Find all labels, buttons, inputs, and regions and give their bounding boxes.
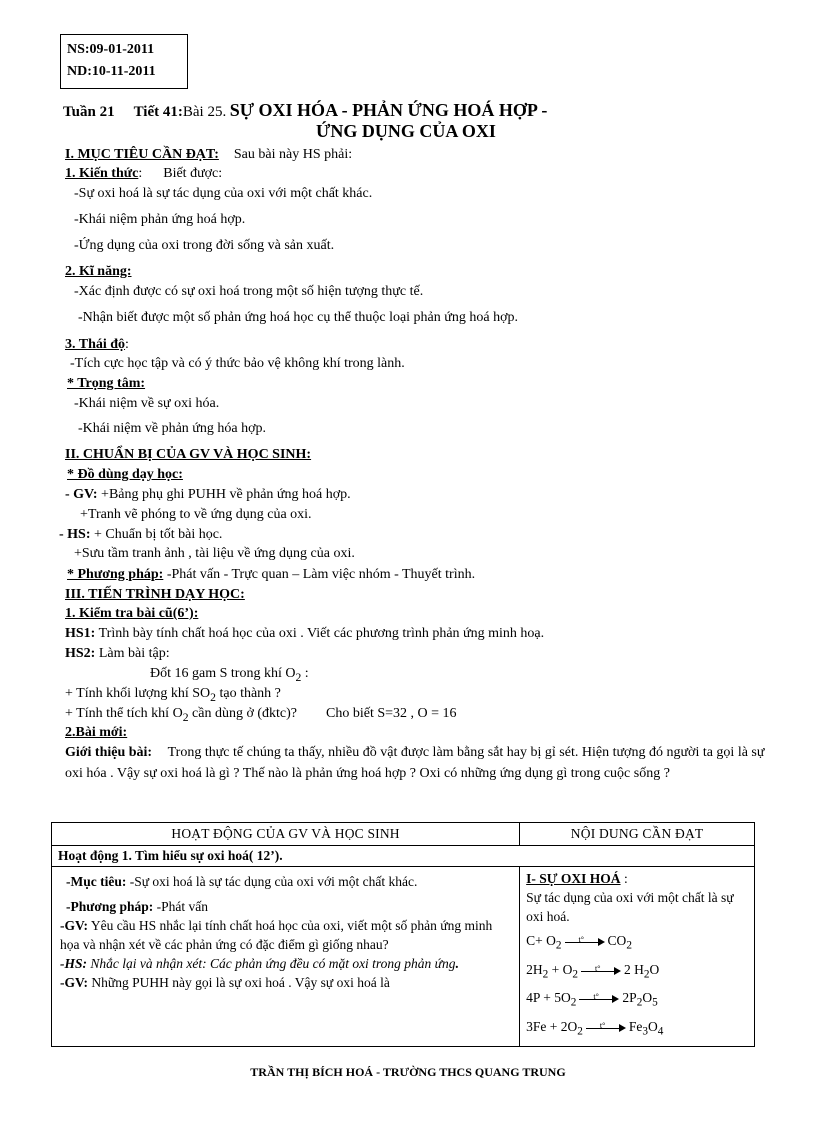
lesson-header [63, 101, 547, 122]
reaction-arrow-icon [581, 963, 621, 976]
question-1-b: tạo thành ? [215, 686, 281, 701]
col-content-header: NỘI DUNG CẦN ĐẠT [520, 823, 755, 846]
reaction-arrow-icon [586, 1020, 626, 1033]
eq3-right-sub-1: 2 [636, 997, 643, 1010]
focus-item-2: -Khái niệm về phản ứng hóa hợp. [78, 421, 267, 436]
hs-answer-text: Nhắc lại và nhận xét: Các phản ứng đều có mặt oxi trong phản ứng [87, 956, 456, 971]
exercise-end: : [301, 666, 309, 681]
method-row [60, 897, 513, 916]
intro-paragraph [65, 742, 767, 784]
hs-prep-item-1: + Chuẩn bị tốt bài học. [94, 527, 223, 542]
eq2-right-sub: 2 [643, 968, 650, 981]
question-1 [65, 685, 281, 707]
eq3-right-sub-2: 5 [652, 997, 658, 1010]
gv-explain-text: Những PUHH này gọi là sự oxi hoá . Vậy sự oxi hoá là [88, 975, 390, 990]
new-lesson-heading: 2.Bài mới: [65, 725, 128, 740]
check-heading [65, 605, 198, 623]
section-1-intro: Sau bài này HS phải: [233, 147, 353, 162]
method-line [67, 566, 475, 584]
check-heading-text: 1. Kiểm tra bài cũ(6’): [65, 606, 199, 621]
temp-sign: t° [578, 934, 584, 944]
table-row [52, 867, 755, 1047]
section-3-heading: III. TIẾN TRÌNH DẠY HỌC: [65, 587, 245, 602]
hs1-line [65, 625, 544, 643]
section-2-heading: II. CHUẨN BỊ CỦA GV VÀ HỌC SINH: [65, 447, 312, 462]
table-method-label: -Phương pháp: [66, 899, 154, 914]
eq4-sub: 2 [577, 1025, 583, 1038]
hs-prep-label: - HS: [59, 527, 91, 542]
tools-heading: * Đồ dùng dạy học: [67, 467, 183, 482]
skills-item-1: -Xác định được có sự oxi hoá trong một số hiện tượng thực tế. [74, 284, 424, 299]
gv-question [60, 916, 513, 954]
eq1-sub: 2 [555, 939, 562, 952]
hs1-text: Trình bày tính chất hoá học của oxi . Viết các phương trình phản ứng minh hoạ. [98, 626, 545, 641]
eq4-right-2: O [648, 1019, 658, 1035]
table-method-text: -Phát vấn [153, 899, 208, 914]
oxidation-heading-colon: : [620, 871, 628, 886]
method-heading: * Phương pháp: [67, 567, 164, 582]
hs2-label: HS2: [65, 646, 96, 661]
date-box [60, 34, 188, 89]
hs2-text: Làm bài tập: [98, 646, 170, 661]
temp-sign: t° [599, 1020, 606, 1030]
equation-3 [526, 986, 748, 1015]
oxidation-heading [526, 869, 748, 888]
temp-sign: t° [593, 992, 599, 1002]
activity-table [51, 822, 755, 1047]
exercise-text [150, 665, 309, 687]
gv-explain [60, 973, 513, 992]
eq4-left: 3Fe + 2O [526, 1019, 578, 1035]
hs-answer-label: -HS: [60, 956, 87, 971]
exercise-sub: 2 [295, 670, 302, 684]
content-cell [520, 867, 755, 1047]
eq1-left: C+ O [526, 933, 556, 948]
equation-2 [526, 958, 748, 987]
reaction-arrow-icon [565, 934, 605, 947]
knowledge-intro: Biết được: [163, 166, 223, 181]
equation-4 [526, 1015, 748, 1044]
reaction-arrow-icon [579, 994, 619, 1004]
hs-answer-end: . [455, 956, 459, 971]
intro-label: Giới thiệu bài: [65, 745, 153, 760]
hs-answer [60, 954, 513, 973]
question-2-sub: 2 [182, 710, 189, 724]
oxidation-definition: Sự tác dụng của oxi với một chất là sự oxi hoá. [526, 890, 734, 924]
hs1-label: HS1: [65, 626, 96, 641]
lesson-title-1: SỰ OXI HÓA - PHẢN ỨNG HOÁ HỢP - [229, 100, 548, 120]
activity-row [52, 846, 755, 867]
attitude-colon: : [125, 337, 129, 352]
week-label: Tuần 21 [63, 104, 115, 120]
goal-line [60, 869, 513, 895]
eq3-right-1: 2P [622, 990, 637, 1006]
intro-text: Trong thực tế chúng ta thấy, nhiều đồ vật được làm bằng sắt hay bị gỉ sét. Hiện tượng đó người ta gọi là sự oxi hóa . Vậy sự oxi hoá là gì ? Thế nào là phản ứng hoá hợp ? Oxi có những ứng dụng gì trong cuộc sống ? [65, 745, 765, 781]
eq4-right-1: Fe [628, 1019, 643, 1035]
knowledge-colon: : [138, 166, 143, 181]
focus-heading: * Trọng tâm: [67, 376, 146, 391]
attitude-heading-line [65, 336, 129, 354]
period-label: Tiết 41: [133, 104, 183, 120]
lesson-title-2: ỨNG DỤNG CỦA OXI [316, 121, 496, 141]
knowledge-item-1: -Sự oxi hoá là sự tác dụng của oxi với một chất khác. [74, 186, 373, 201]
activity-1-title: Hoạt động 1. Tìm hiểu sự oxi hoá( 12’). [52, 846, 755, 867]
skills-heading: 2. Kĩ năng: [65, 264, 132, 279]
section-1-heading-line [65, 146, 352, 164]
gv-prep-item-1: +Bảng phụ ghi PUHH về phản ứng hoá hợp. [101, 487, 351, 502]
focus-item-1: -Khái niệm về sự oxi hóa. [74, 396, 220, 411]
gv-question-text: Yêu cầu HS nhắc lại tính chất hoá học của oxi, viết một số phản ứng minh họa và nhận xét về các phản ứng có đặc điểm gì giống nhau? [60, 918, 493, 952]
eq4-right-sub-1: 3 [642, 1025, 649, 1038]
nd-date: ND:10-11-2011 [67, 64, 156, 79]
eq1-right-sub: 2 [626, 939, 632, 952]
gv-explain-label: -GV: [60, 975, 89, 990]
eq1-right: CO [607, 933, 627, 948]
eq3-left: 4P + 5O [526, 990, 571, 1006]
hs-prep-item-2: +Sưu tầm tranh ảnh , tài liệu về ứng dụng của oxi. [74, 546, 355, 561]
question-2-given: Cho biết S=32 , O = 16 [326, 706, 457, 721]
section-1-heading: I. MỤC TIÊU CẦN ĐẠT: [65, 147, 219, 162]
eq3-sub: 2 [570, 997, 577, 1010]
eq2-right-2: O [649, 961, 660, 977]
eq2-sub-2: 2 [572, 968, 579, 981]
eq3-right-2: O [642, 990, 653, 1006]
table-header-row [52, 823, 755, 846]
lesson-number: Bài 25. [182, 104, 227, 120]
knowledge-heading-line [65, 165, 222, 183]
hs2-line [65, 645, 170, 663]
attitude-item: -Tích cực học tập và có ý thức bảo vệ không khí trong lành. [70, 356, 405, 371]
temp-sign: t° [595, 963, 601, 973]
question-1-sub: 2 [210, 690, 216, 704]
eq2-left-2: + O [548, 961, 573, 977]
exercise-main: Đốt 16 gam S trong khí O [150, 666, 296, 681]
equation-1 [526, 929, 748, 958]
eq2-right-1: 2 H [624, 961, 644, 977]
eq4-right-sub-2: 4 [657, 1025, 664, 1038]
activity-cell [52, 867, 520, 1047]
method-text: -Phát vấn - Trực quan – Làm việc nhóm - Thuyết trình. [166, 567, 476, 582]
skills-item-2: -Nhận biết được một số phản ứng hoá học cụ thể thuộc loại phản ứng hoá hợp. [78, 310, 518, 325]
eq2-sub-1: 2 [542, 968, 549, 981]
eq2-left-1: 2H [526, 961, 543, 977]
goal-text: -Sự oxi hoá là sự tác dụng của oxi với một chất khác. [126, 874, 418, 889]
question-2-a: + Tính thể tích khí O [65, 706, 183, 721]
gv-prep-label: - GV: [65, 487, 98, 502]
gv-question-label: -GV: [60, 918, 89, 933]
question-1-a: + Tính khối lượng khí SO [65, 686, 211, 701]
knowledge-heading: 1. Kiến thức [65, 166, 139, 181]
col-activities-header: HOẠT ĐỘNG CỦA GV VÀ HỌC SINH [52, 823, 520, 846]
knowledge-item-3: -Ứng dụng của oxi trong đời sống và sản xuất. [74, 238, 335, 253]
question-2-b: cần dùng ở (đktc)? [188, 706, 297, 721]
gv-prep-item-2: +Tranh vẽ phóng to về ứng dụng của oxi. [80, 507, 312, 522]
goal-label: -Mục tiêu: [66, 874, 127, 889]
knowledge-item-2: -Khái niệm phản ứng hoá hợp. [74, 212, 246, 227]
oxidation-heading-text: I- SỰ OXI HOÁ [526, 871, 621, 886]
page-footer: TRẦN THỊ BÍCH HOÁ - TRƯỜNG THCS QUANG TRUNG [250, 1065, 566, 1079]
gv-prep-line-1 [65, 486, 351, 504]
attitude-heading: 3. Thái độ [65, 337, 126, 352]
ns-date: NS:09-01-2011 [67, 42, 155, 57]
hs-prep-line-1 [59, 526, 222, 544]
